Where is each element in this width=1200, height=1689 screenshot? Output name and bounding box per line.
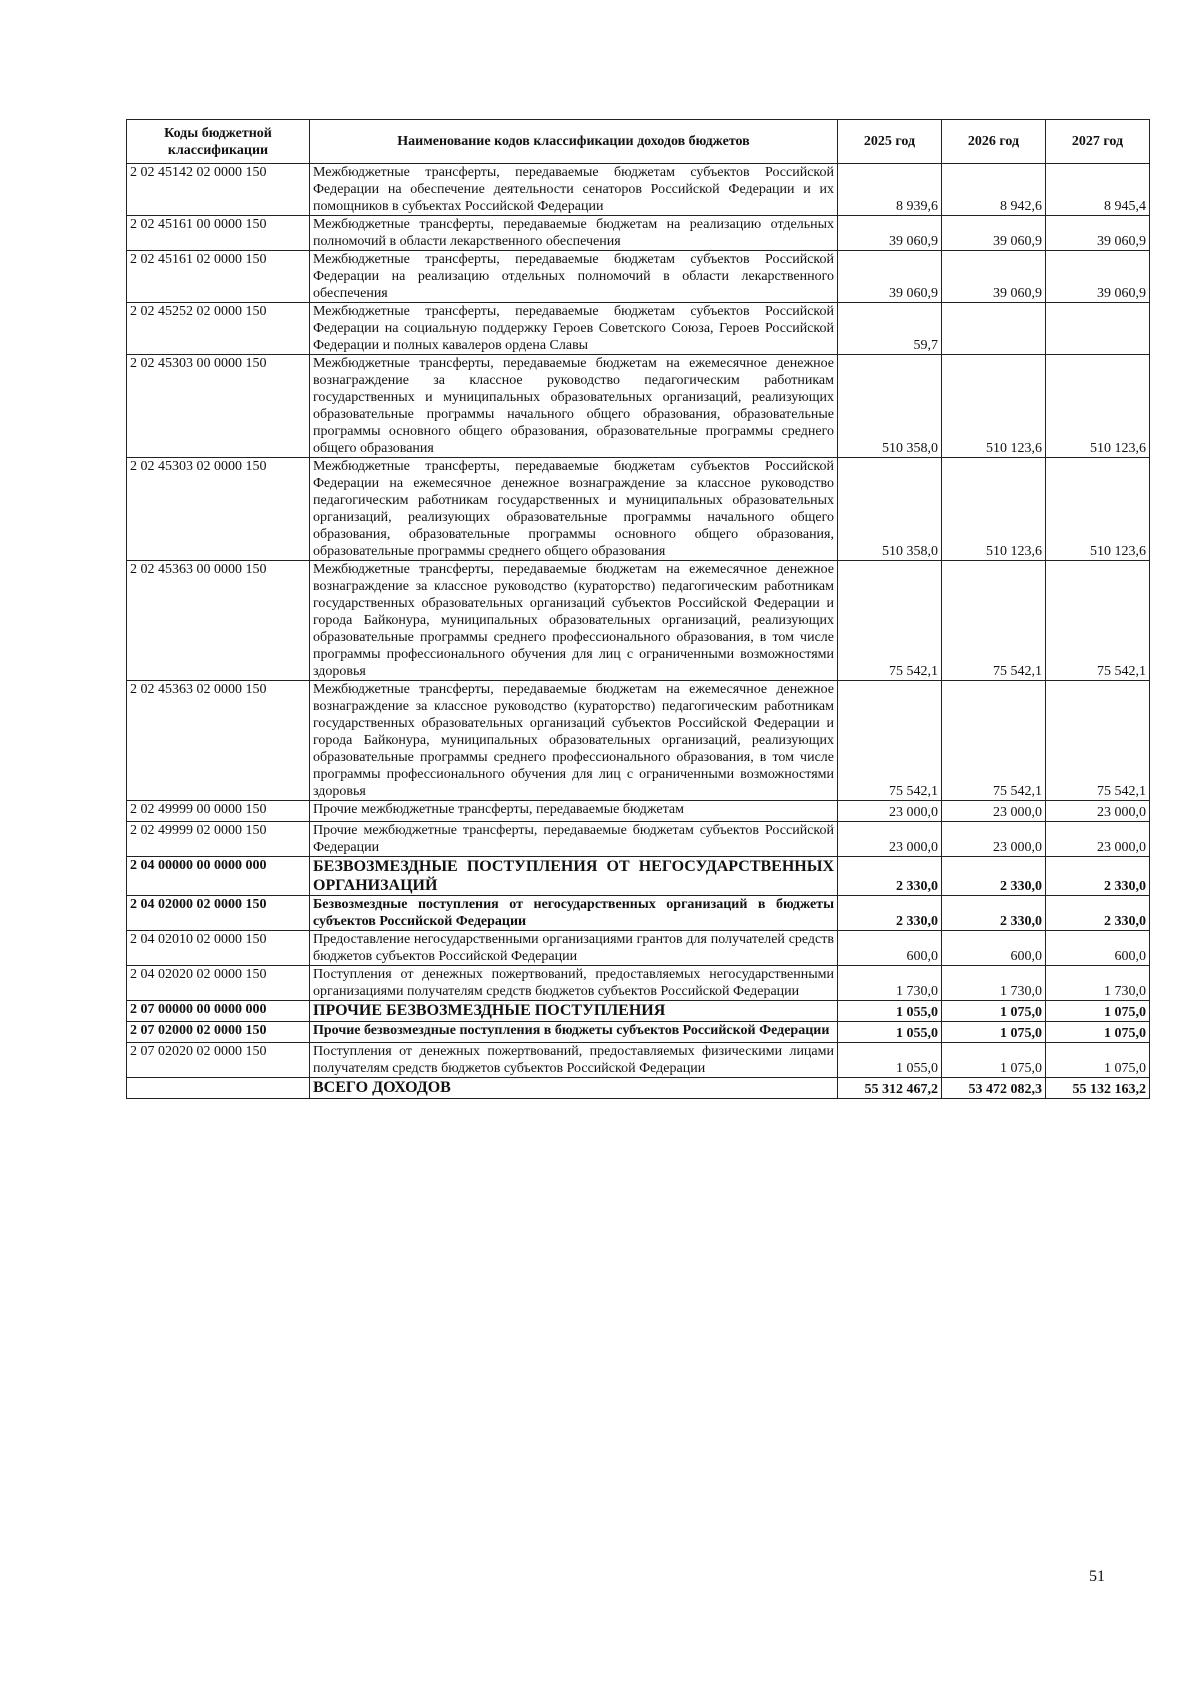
row-value-2025: 23 000,0 [838,822,942,857]
row-value-2027: 8 945,4 [1046,164,1150,216]
total-row [127,1078,1150,1099]
row-value-2027: 23 000,0 [1046,822,1150,857]
header-code: Коды бюджетной классификации [127,120,310,164]
row-value-2026: 1 075,0 [942,1043,1046,1078]
table-header-row [127,120,1150,164]
row-value-2026: 600,0 [942,931,1046,966]
row-value-2025: 59,7 [838,303,942,355]
row-code: 2 02 45303 02 0000 150 [127,458,310,561]
row-code: 2 02 45161 00 0000 150 [127,216,310,251]
total-2027: 55 132 163,2 [1046,1078,1150,1099]
row-value-2026: 23 000,0 [942,801,1046,822]
subsection-row [127,896,1150,931]
header-2026: 2026 год [942,120,1046,164]
section-row [127,1001,1150,1022]
row-value-2025: 75 542,1 [838,681,942,801]
row-value-2027: 2 330,0 [1046,857,1150,896]
row-value-2027: 510 123,6 [1046,355,1150,458]
row-code: 2 02 45363 00 0000 150 [127,561,310,681]
row-value-2026: 23 000,0 [942,822,1046,857]
row-code: 2 02 45303 00 0000 150 [127,355,310,458]
row-value-2025: 23 000,0 [838,801,942,822]
row-code: 2 07 02020 02 0000 150 [127,1043,310,1078]
row-name: Прочие межбюджетные трансферты, передаваемые бюджетам [310,801,838,822]
row-value-2026: 2 330,0 [942,857,1046,896]
table-row [127,303,1150,355]
row-name: Поступления от денежных пожертвований, предоставляемых физическими лицами получателям средств бюджетов субъектов Российской Федерации [310,1043,838,1078]
row-code: 2 04 02020 02 0000 150 [127,966,310,1001]
row-name: Межбюджетные трансферты, передаваемые бюджетам на реализацию отдельных полномочий в области лекарственного обеспечения [310,216,838,251]
subsection-row [127,1022,1150,1043]
row-value-2025: 510 358,0 [838,458,942,561]
row-code: 2 07 02000 02 0000 150 [127,1022,310,1043]
row-name: Межбюджетные трансферты, передаваемые бюджетам на ежемесячное денежное вознаграждение за классное руководство (кураторство) педагогическим работникам государственных образовательных организаций субъектов Российской Федерации и города Байконура, муниципальных образовательных организаций, реализующих образовательные программы среднего профессионального образования, в том числе программы профессионального обучения для лиц с ограниченными возможностями здоровья [310,561,838,681]
total-2026: 53 472 082,3 [942,1078,1046,1099]
row-value-2025: 2 330,0 [838,857,942,896]
row-name: Поступления от денежных пожертвований, предоставляемых негосударственными организациями получателям средств бюджетов субъектов Российской Федерации [310,966,838,1001]
table-row [127,822,1150,857]
row-name: Прочие межбюджетные трансферты, передаваемые бюджетам субъектов Российской Федерации [310,822,838,857]
row-code: 2 02 45161 02 0000 150 [127,251,310,303]
total-label: ВСЕГО ДОХОДОВ [310,1078,838,1099]
row-value-2027: 2 330,0 [1046,896,1150,931]
row-value-2025: 1 055,0 [838,1022,942,1043]
row-value-2027: 1 075,0 [1046,1043,1150,1078]
row-value-2026: 8 942,6 [942,164,1046,216]
row-value-2025: 75 542,1 [838,561,942,681]
row-code [127,1078,310,1099]
section-row [127,857,1150,896]
header-name: Наименование кодов классификации доходов бюджетов [310,120,838,164]
row-value-2027 [1046,303,1150,355]
row-value-2026: 75 542,1 [942,681,1046,801]
row-value-2025: 1 730,0 [838,966,942,1001]
row-name: БЕЗВОЗМЕЗДНЫЕ ПОСТУПЛЕНИЯ ОТ НЕГОСУДАРСТВЕННЫХ ОРГАНИЗАЦИЙ [310,857,838,896]
revenue-table [126,119,1150,1099]
row-value-2026: 1 075,0 [942,1001,1046,1022]
row-name: Безвозмездные поступления от негосударственных организаций в бюджеты субъектов Российской Федерации [310,896,838,931]
row-value-2025: 1 055,0 [838,1043,942,1078]
row-name: Прочие безвозмездные поступления в бюджеты субъектов Российской Федерации [310,1022,838,1043]
row-value-2025: 39 060,9 [838,251,942,303]
row-name: Межбюджетные трансферты, передаваемые бюджетам на ежемесячное денежное вознаграждение за классное руководство педагогическим работникам государственных и муниципальных образовательных организаций, реализующих образовательные программы начального общего образования, образовательные программы основного общего образования, образовательные программы среднего общего образования [310,355,838,458]
header-2027: 2027 год [1046,120,1150,164]
table-row [127,1043,1150,1078]
row-value-2026: 510 123,6 [942,355,1046,458]
table-row [127,355,1150,458]
row-value-2025: 2 330,0 [838,896,942,931]
row-value-2025: 1 055,0 [838,1001,942,1022]
table-row [127,931,1150,966]
row-value-2027: 39 060,9 [1046,216,1150,251]
row-value-2025: 39 060,9 [838,216,942,251]
row-value-2027: 75 542,1 [1046,681,1150,801]
table-row [127,561,1150,681]
row-code: 2 04 02000 02 0000 150 [127,896,310,931]
row-name: Межбюджетные трансферты, передаваемые бюджетам субъектов Российской Федерации на социальную поддержку Героев Советского Союза, Героев Российской Федерации и полных кавалеров ордена Славы [310,303,838,355]
row-code: 2 02 49999 00 0000 150 [127,801,310,822]
row-value-2027: 1 730,0 [1046,966,1150,1001]
row-value-2026: 75 542,1 [942,561,1046,681]
row-value-2027: 600,0 [1046,931,1150,966]
row-value-2025: 510 358,0 [838,355,942,458]
row-value-2026: 1 730,0 [942,966,1046,1001]
total-2025: 55 312 467,2 [838,1078,942,1099]
page-number: 51 [1089,1568,1105,1585]
table-row [127,966,1150,1001]
row-name: Межбюджетные трансферты, передаваемые бюджетам субъектов Российской Федерации на реализацию отдельных полномочий в области лекарственного обеспечения [310,251,838,303]
row-value-2027: 1 075,0 [1046,1001,1150,1022]
row-value-2027: 39 060,9 [1046,251,1150,303]
row-value-2025: 600,0 [838,931,942,966]
row-name: ПРОЧИЕ БЕЗВОЗМЕЗДНЫЕ ПОСТУПЛЕНИЯ [310,1001,838,1022]
table-row [127,216,1150,251]
row-code: 2 02 45363 02 0000 150 [127,681,310,801]
table-row [127,458,1150,561]
row-value-2026: 39 060,9 [942,216,1046,251]
table-row [127,681,1150,801]
row-name: Межбюджетные трансферты, передаваемые бюджетам на ежемесячное денежное вознаграждение за классное руководство (кураторство) педагогическим работникам государственных образовательных организаций субъектов Российской Федерации и города Байконура, муниципальных образовательных организаций, реализующих образовательные программы среднего профессионального образования, в том числе программы профессионального обучения для лиц с ограниченными возможностями здоровья [310,681,838,801]
table-row [127,801,1150,822]
row-name: Межбюджетные трансферты, передаваемые бюджетам субъектов Российской Федерации на ежемесячное денежное вознаграждение за классное руководство педагогическим работникам государственных и муниципальных образовательных организаций, реализующих образовательные программы начального общего образования, образовательные программы основного общего образования, образовательные программы среднего общего образования [310,458,838,561]
row-code: 2 02 45142 02 0000 150 [127,164,310,216]
row-code: 2 02 49999 02 0000 150 [127,822,310,857]
row-value-2027: 75 542,1 [1046,561,1150,681]
row-value-2027: 510 123,6 [1046,458,1150,561]
row-value-2025: 8 939,6 [838,164,942,216]
row-name: Межбюджетные трансферты, передаваемые бюджетам субъектов Российской Федерации на обеспечение деятельности сенаторов Российской Федерации и их помощников в субъектах Российской Федерации [310,164,838,216]
table-row [127,164,1150,216]
header-2025: 2025 год [838,120,942,164]
row-name: Предоставление негосударственными организациями грантов для получателей средств бюджетов субъектов Российской Федерации [310,931,838,966]
row-code: 2 04 02010 02 0000 150 [127,931,310,966]
row-value-2027: 1 075,0 [1046,1022,1150,1043]
row-value-2026: 39 060,9 [942,251,1046,303]
row-value-2026 [942,303,1046,355]
row-code: 2 07 00000 00 0000 000 [127,1001,310,1022]
row-value-2026: 510 123,6 [942,458,1046,561]
row-code: 2 02 45252 02 0000 150 [127,303,310,355]
row-value-2027: 23 000,0 [1046,801,1150,822]
row-code: 2 04 00000 00 0000 000 [127,857,310,896]
table-row [127,251,1150,303]
row-value-2026: 1 075,0 [942,1022,1046,1043]
row-value-2026: 2 330,0 [942,896,1046,931]
